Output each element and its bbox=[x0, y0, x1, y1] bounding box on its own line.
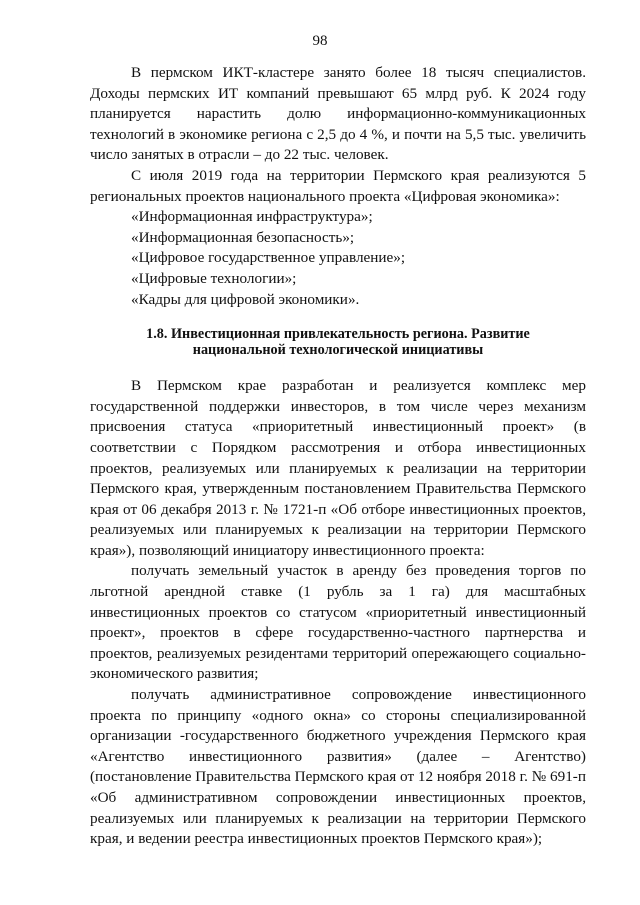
paragraph-regional-projects: С июля 2019 года на территории Пермского края реализуются 5 региональных проектов национального проекта «Цифровая экономика»: bbox=[90, 166, 586, 205]
list-item: «Цифровое государственное управление»; bbox=[131, 249, 406, 267]
page-content bbox=[90, 63, 586, 850]
list-item: «Информационная безопасность»; bbox=[131, 228, 355, 246]
section-heading: 1.8. Инвестиционная привлекательность региона. Развитие национальной технологической инициативы bbox=[146, 326, 530, 359]
page-number: 98 bbox=[312, 33, 328, 49]
paragraph-land-lease: получать земельный участок в аренду без проведения торгов по льготной арендной ставке (1 рубль за 1 га) для масштабных инвестиционных проектов со статусом «приоритетный инвестиционный проект», проектов в сфере государственно-частного партнерства и проектов, реализуемых резидентами территорий опережающего социально-экономического развития; bbox=[90, 562, 586, 683]
paragraph-ikt-cluster: В пермском ИКТ-кластере занято более 18 тысяч специалистов. Доходы пермских ИТ компаний превышают 65 млрд руб. К 2024 году планируется нарастить долю информационно-коммуникационных технологий в экономике региона с 2,5 до 4 %, и почти на 5,5 тыс. увеличить число занятых в отрасли – до 22 тыс. человек. bbox=[90, 64, 586, 164]
paragraph-investor-support: В Пермском крае разработан и реализуется комплекс мер государственной поддержки инвесторов, в том числе через механизм присвоения статуса «приоритетный инвестиционный проект» (в соответствии с Порядком рассмотрения и отбора инвестиционных проектов, реализуемых или планируемых к реализации на территории Пермского края, утвержденным постановлением Правительства Пермского края от 06 декабря 2013 г. № 1721-п «Об отборе инвестиционных проектов, реализуемых или планируемых к реализации на территории Пермского края»), позволяющий инициатору инвестиционного проекта: bbox=[90, 377, 586, 559]
projects-list bbox=[90, 207, 586, 310]
paragraph-admin-support: получать административное сопровождение инвестиционного проекта по принципу «одного окна» со стороны специализированной организации -государственного бюджетного учреждения Пермского края «Агентство инвестиционного развития» (далее – Агентство) (постановление Правительства Пермского края от 12 ноября 2018 г. № 691-п «Об административном сопровождении инвестиционных проектов, реализуемых или планируемых к реализации на территории Пермского края, и ведении реестра инвестиционных проектов Пермского края»); bbox=[90, 686, 586, 848]
list-item: «Цифровые технологии»; bbox=[131, 269, 297, 287]
list-item: «Информационная инфраструктура»; bbox=[131, 208, 373, 226]
list-item: «Кадры для цифровой экономики». bbox=[131, 290, 360, 308]
